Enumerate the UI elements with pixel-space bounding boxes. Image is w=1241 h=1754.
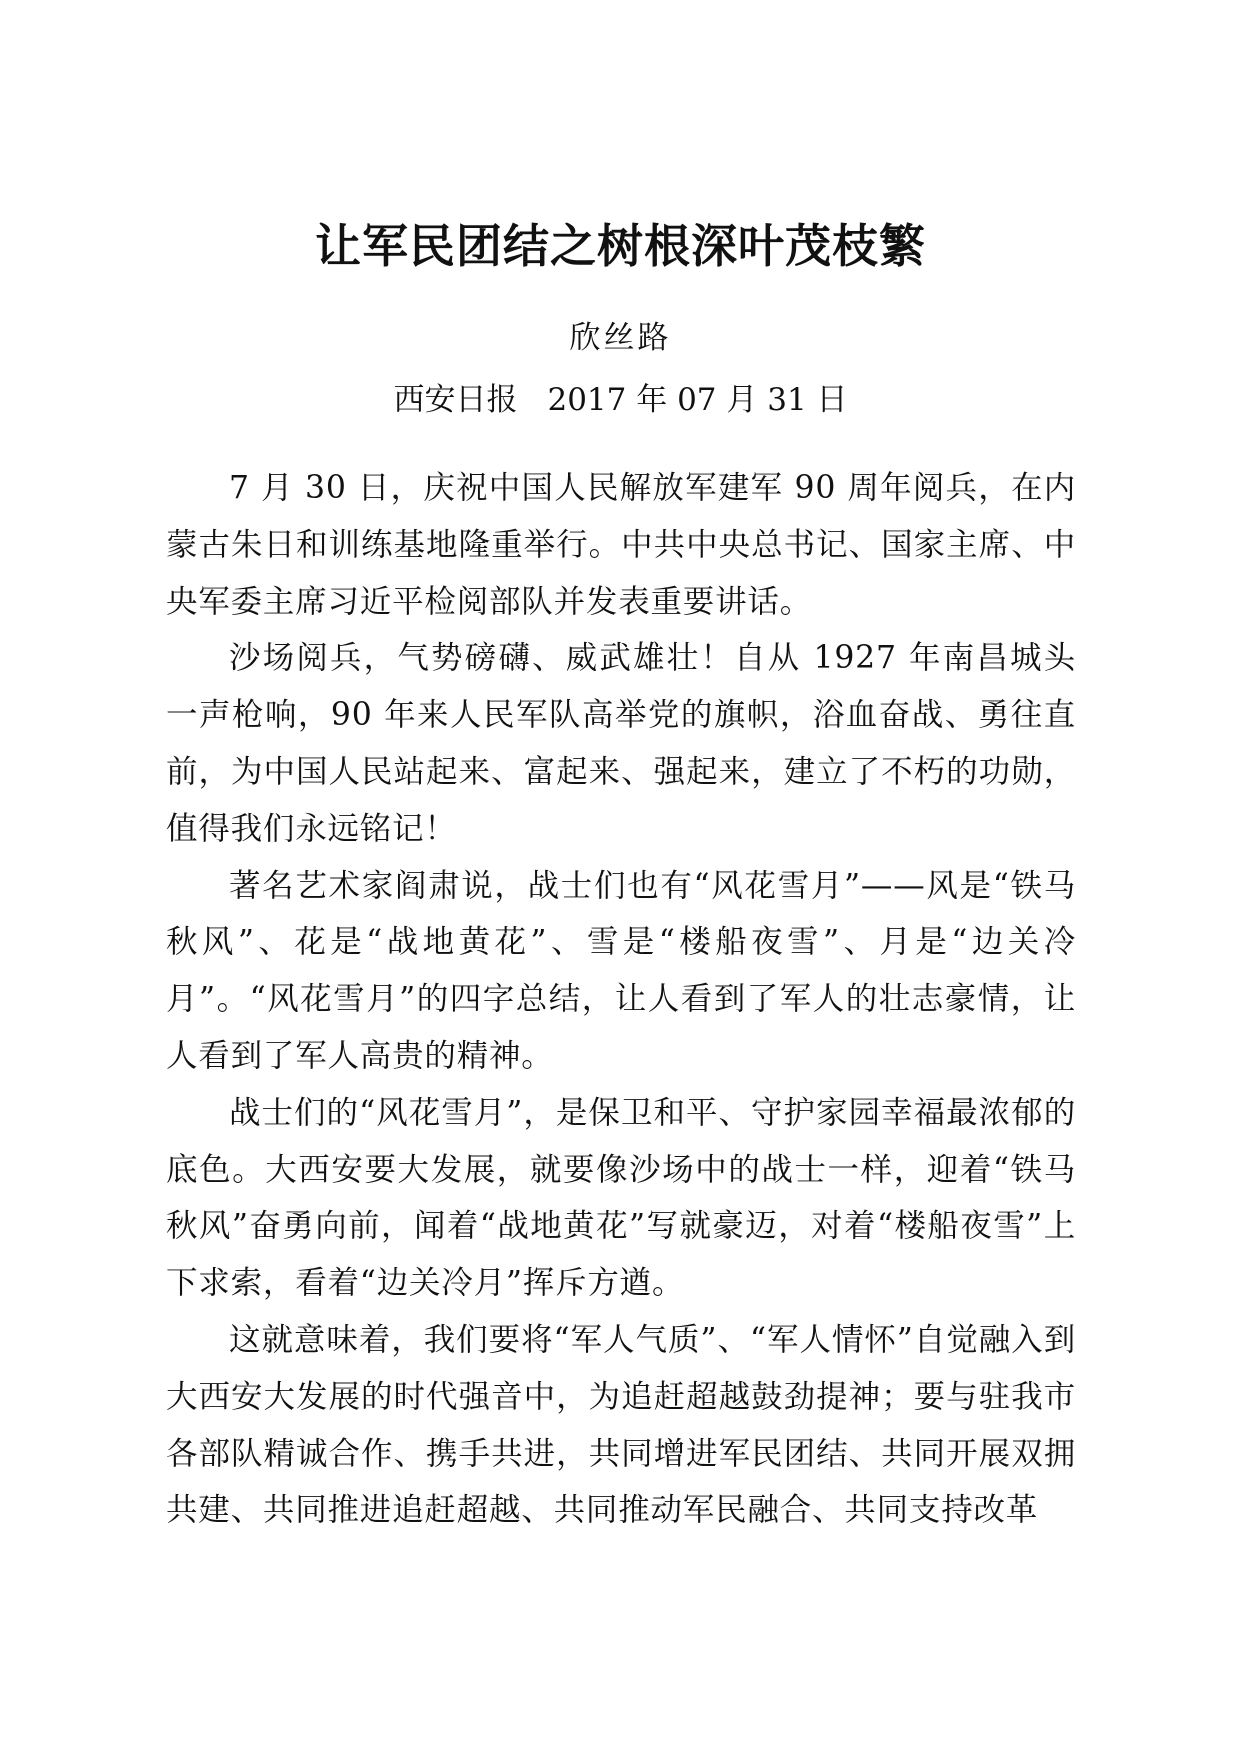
article-author: 欣丝路	[569, 320, 672, 356]
paragraph-5: 这就意味着，我们要将“军人气质”、“军人情怀”自觉融入到大西安大发展的时代强音中，为追赶超越鼓劲提神；要与驻我市各部队精诚合作、携手共进，共同增进军民团结、共同开展双拥共建、共同推进追赶超越、共同推动军民融合、共同支持改革	[166, 1321, 1076, 1529]
article-body	[166, 460, 1076, 1539]
paragraph-3: 著名艺术家阎肃说，战士们也有“风花雪月”——风是“铁马秋风”、花是“战地黄花”、雪是“楼船夜雪”、月是“边关冷月”。“风花雪月”的四字总结，让人看到了军人的壮志豪情，让人看到了军人高贵的精神。	[166, 867, 1076, 1074]
article-title: 让军民团结之树根深叶茂枝繁	[315, 219, 926, 273]
paragraph-1: 7 月 30 日，庆祝中国人民解放军建军 90 周年阅兵，在内蒙古朱日和训练基地隆重举行。中共中央总书记、国家主席、中央军委主席习近平检阅部队并发表重要讲话。	[166, 470, 1076, 620]
article-source	[0, 378, 1241, 422]
paragraph-4: 战士们的“风花雪月”，是保卫和平、守护家园幸福最浓郁的底色。大西安要大发展，就要像沙场中的战士一样，迎着“铁马秋风”奋勇向前，闻着“战地黄花”写就豪迈，对着“楼船夜雪”上下求索，看着“边关冷月”挥斥方遒。	[166, 1094, 1076, 1302]
publication-date: 2017 年 07 月 31 日	[547, 382, 848, 418]
paragraph-2: 沙场阅兵，气势磅礴、威武雄壮！自从 1927 年南昌城头一声枪响，90 年来人民军队高举党的旗帜，浴血奋战、勇往直前，为中国人民站起来、富起来、强起来，建立了不朽的功勋，值得我们永远铭记！	[166, 640, 1076, 847]
publication-name: 西安日报	[393, 382, 518, 418]
